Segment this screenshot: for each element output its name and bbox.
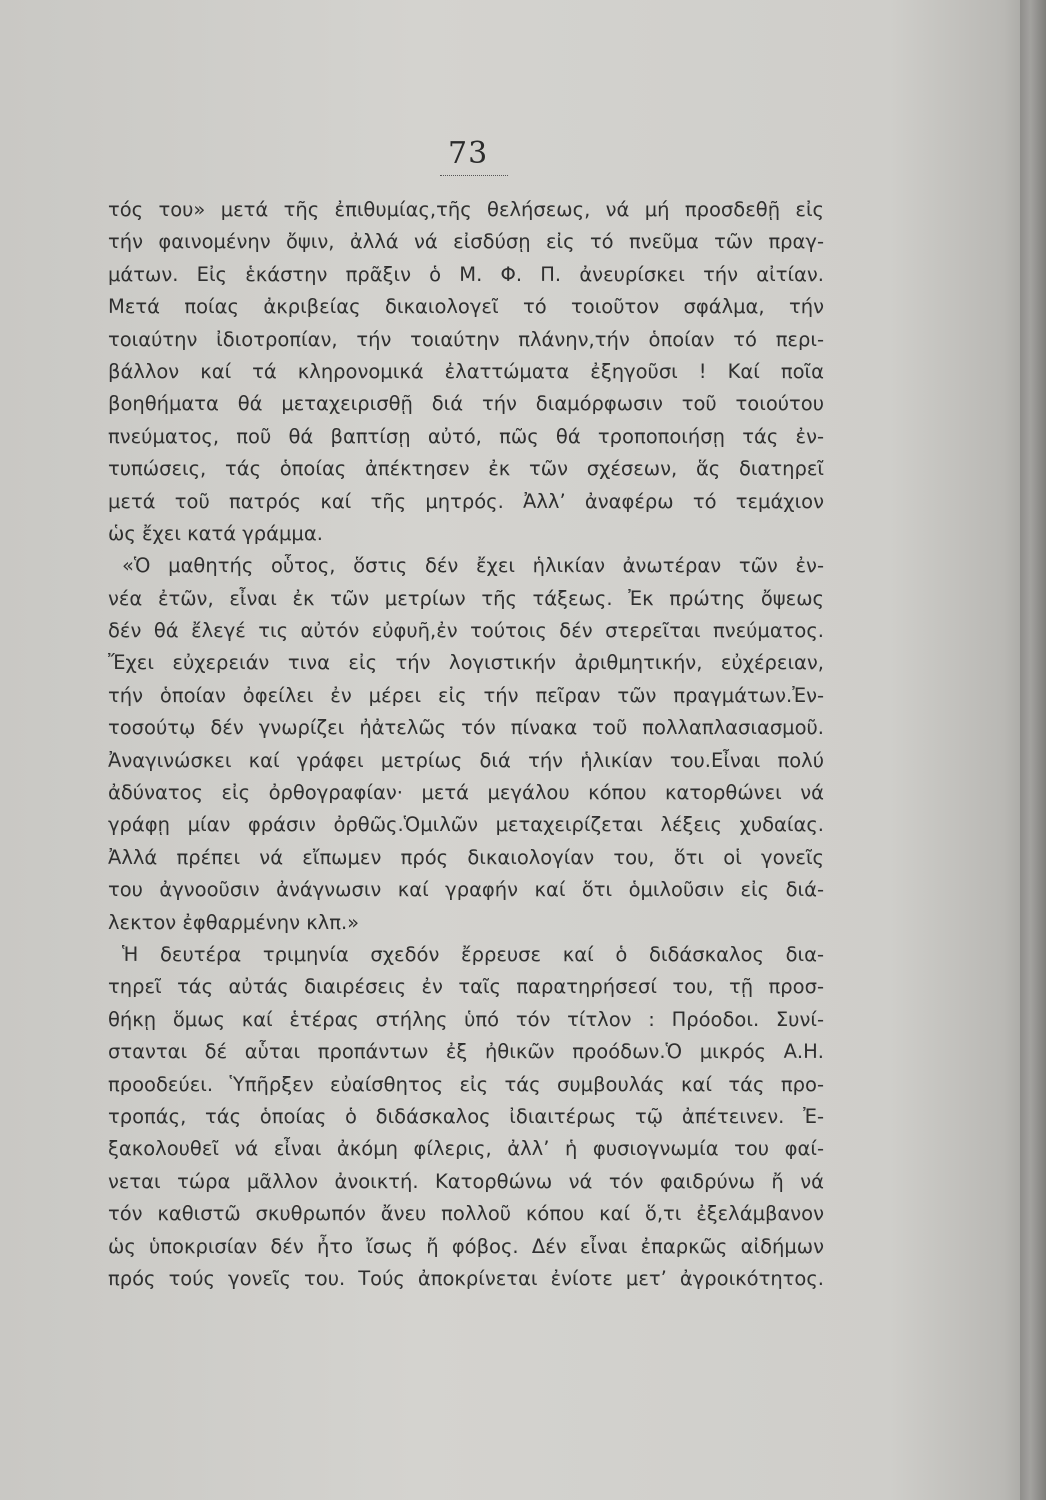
text-line: Ἀναγινώσκει καί γράφει μετρίως διά τήν ἡλικίαν του.Εἶναι πολύ	[108, 748, 824, 772]
text-line: Μετά ποίας ἀκριβείας δικαιολογεῖ τό τοιοῦτον σφάλμα, τήν	[108, 295, 824, 319]
text-line: Ἔχει εὐχερειάν τινα εἰς τήν λογιστικήν ἀριθμητικήν, εὐχέρειαν,	[108, 651, 824, 675]
text-line: νέα ἐτῶν, εἶναι ἐκ τῶν μετρίων τῆς τάξεως. Ἐκ πρώτης ὄψεως	[108, 586, 824, 610]
text-line: τήν φαινομένην ὄψιν, ἀλλά νά εἰσδύσῃ εἰς τό πνεῦμα τῶν πραγ-	[108, 230, 824, 254]
text-line: ὡς ὑποκρισίαν δέν ἦτο ἴσως ἤ φόβος. Δέν εἶναι ἐπαρκῶς αἰδήμων	[108, 1234, 824, 1258]
text-line: Ἀλλά πρέπει νά εἴπωμεν πρός δικαιολογίαν του, ὅτι οἱ γονεῖς	[108, 845, 824, 869]
text-line: τηρεῖ τάς αὐτάς διαιρέσεις ἐν ταῖς παρατηρήσεσί του, τῇ προσ-	[108, 975, 824, 999]
text-line: τήν ὁποίαν ὀφείλει ἐν μέρει εἰς τήν πεῖραν τῶν πραγμάτων.Ἐν-	[108, 683, 824, 707]
text-line: προοδεύει. Ὑπῆρξεν εὐαίσθητος εἰς τάς συμβουλάς καί τάς προ-	[108, 1072, 824, 1096]
text-line: λεκτον ἐφθαρμένην κλπ.»	[108, 910, 360, 934]
text-line: νεται τώρα μᾶλλον ἀνοικτή. Κατορθώνω νά τόν φαιδρύνω ἤ νά	[108, 1169, 824, 1193]
page-edge	[1020, 0, 1046, 1500]
text-line: ἀδύνατος εἰς ὀρθογραφίαν· μετά μεγάλου κόπου κατορθώνει νά	[108, 781, 824, 805]
text-line: θήκῃ ὅμως καί ἑτέρας στήλης ὑπό τόν τίτλον : Πρόοδοι. Συνί-	[108, 1007, 824, 1031]
text-line: βάλλον καί τά κληρονομικά ἐλαττώματα ἐξηγοῦσι ! Καί ποῖα	[108, 359, 824, 383]
text-line: πνεύματος, ποῦ θά βαπτίσῃ αὐτό, πῶς θά τροποποιήσῃ τάς ἐν-	[108, 424, 824, 448]
text-line: μετά τοῦ πατρός καί τῆς μητρός. Ἀλλ’ ἀναφέρω τό τεμάχιον	[108, 489, 824, 513]
page-number-rule	[440, 175, 508, 176]
text-line: τοιαύτην ἰδιοτροπίαν, τήν τοιαύτην πλάνην,τήν ὁποίαν τό περι-	[108, 327, 824, 351]
text-line: τροπάς, τάς ὁποίας ὁ διδάσκαλος ἰδιαιτέρως τῷ ἀπέτεινεν. Ἐ-	[108, 1104, 824, 1128]
text-line: «Ὁ μαθητής οὗτος, ὅστις δέν ἔχει ἡλικίαν ἀνωτέραν τῶν ἐν-	[122, 554, 824, 578]
text-line: Ἡ δευτέρα τριμηνία σχεδόν ἔρρευσε καί ὁ διδάσκαλος δια-	[122, 942, 824, 966]
text-line: τυπώσεις, τάς ὁποίας ἀπέκτησεν ἐκ τῶν σχέσεων, ἅς διατηρεῖ	[108, 457, 824, 481]
page-number: 73	[448, 136, 489, 171]
text-line: γράφῃ μίαν φράσιν ὀρθῶς.Ὁμιλῶν μεταχειρίζεται λέξεις χυδαίας.	[108, 813, 824, 837]
text-line: τός του» μετά τῆς ἐπιθυμίας,τῆς θελήσεως, νά μή προσδεθῇ εἰς	[108, 198, 824, 221]
text-line: πρός τούς γονεῖς του. Τούς ἀποκρίνεται ἐνίοτε μετ’ ἀγροικότητος.	[108, 1266, 824, 1290]
text-line: βοηθήματα θά μεταχειρισθῇ διά τήν διαμόρφωσιν τοῦ τοιούτου	[108, 392, 824, 416]
body-text	[108, 194, 824, 1295]
text-line: ξακολουθεῖ νά εἶναι ἀκόμη φίλερις, ἀλλ’ ἡ φυσιογνωμία του φαί-	[108, 1137, 824, 1161]
text-line: τόν καθιστῶ σκυθρωπόν ἄνευ πολλοῦ κόπου καί ὅ,τι ἐξελάμβανον	[108, 1202, 824, 1226]
text-line: τοσούτῳ δέν γνωρίζει ἠἀτελῶς τόν πίνακα τοῦ πολλαπλασιασμοῦ.	[108, 716, 824, 740]
text-line: δέν θά ἔλεγέ τις αὐτόν εὐφυῆ,ἐν τούτοις δέν στερεῖται πνεύματος.	[108, 619, 824, 643]
text-line: ὡς ἔχει κατά γράμμα.	[108, 521, 323, 545]
text-line: του ἀγνοοῦσιν ἀνάγνωσιν καί γραφήν καί ὅτι ὁμιλοῦσιν εἰς διά-	[108, 878, 824, 902]
text-line: στανται δέ αὗται προπάντων ἐξ ἠθικῶν προόδων.Ὁ μικρός Α.Η.	[108, 1040, 824, 1064]
text-line: μάτων. Εἰς ἑκάστην πρᾶξιν ὁ Μ. Φ. Π. ἀνευρίσκει τήν αἰτίαν.	[108, 262, 824, 286]
